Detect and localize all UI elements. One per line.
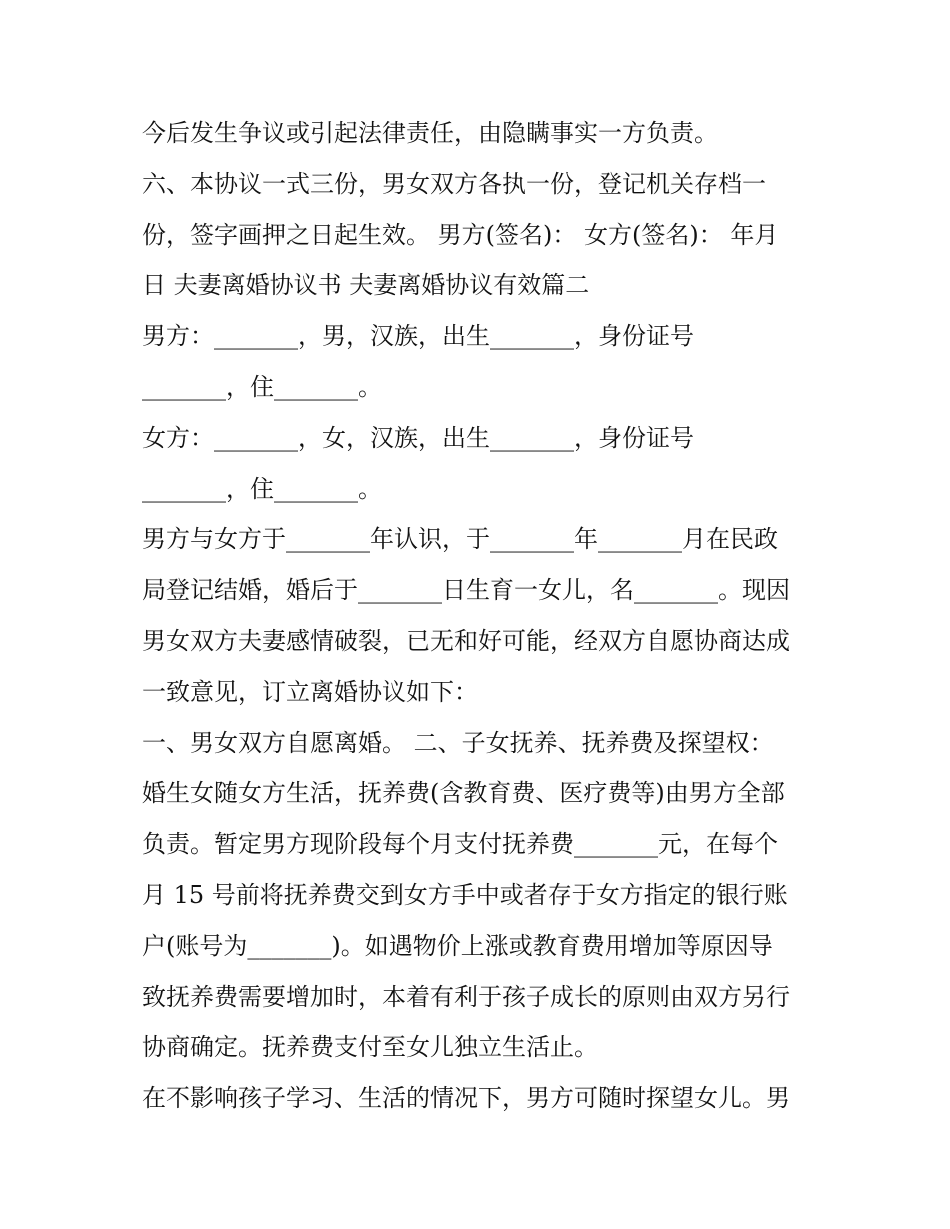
text-line: 致抚养费需要增加时，本着有利于孩子成长的原则由双方另行 — [142, 982, 790, 1011]
text-line: 今后发生争议或引起法律责任，由隐瞒事实一方负责。 — [142, 119, 718, 147]
text-line: _______，住_______。 — [142, 372, 382, 401]
text-line: 户(账号为_______)。如遇物价上涨或教育费用增加等原因导 — [142, 931, 773, 960]
text-line: 婚生女随女方生活，抚养费(含教育费、医疗费等)由男方全部 — [142, 779, 785, 808]
text-line: 协商确定。抚养费支付至女儿独立生活止。 — [142, 1033, 598, 1062]
text-line: _______，住_______。 — [142, 474, 382, 503]
text-line: 局登记结婚，婚后于_______日生育一女儿，名_______。现因 — [142, 576, 790, 605]
text-line: 日 夫妻离婚协议书 夫妻离婚协议有效篇二 — [142, 271, 590, 300]
text-line: 男方与女方于_______年认识，于_______年_______月在民政 — [142, 525, 778, 554]
text-line: 月 15 号前将抚养费交到女方手中或者存于女方指定的银行账 — [142, 880, 788, 909]
text-line: 负责。暂定男方现阶段每个月支付抚养费_______元，在每个 — [142, 830, 778, 859]
text-line: 男女双方夫妻感情破裂，已无和好可能，经双方自愿协商达成 — [142, 626, 790, 655]
text-line: 份，签字画押之日起生效。 男方(签名)： 女方(签名)： 年月 — [142, 220, 779, 249]
text-line: 一致意见，订立离婚协议如下： — [142, 677, 478, 706]
text-line: 男方：_______，男，汉族，出生_______，身份证号 — [142, 322, 694, 351]
text-line: 一、男女双方自愿离婚。 二、子女抚养、抚养费及探望权： — [142, 728, 774, 757]
document-body — [142, 108, 822, 1124]
text-line: 六、本协议一式三份，男女双方各执一份，登记机关存档一 — [142, 169, 766, 198]
text-line: 在不影响孩子学习、生活的情况下，男方可随时探望女儿。男 — [142, 1084, 790, 1113]
text-line: 女方：_______，女，汉族，出生_______，身份证号 — [142, 423, 694, 452]
